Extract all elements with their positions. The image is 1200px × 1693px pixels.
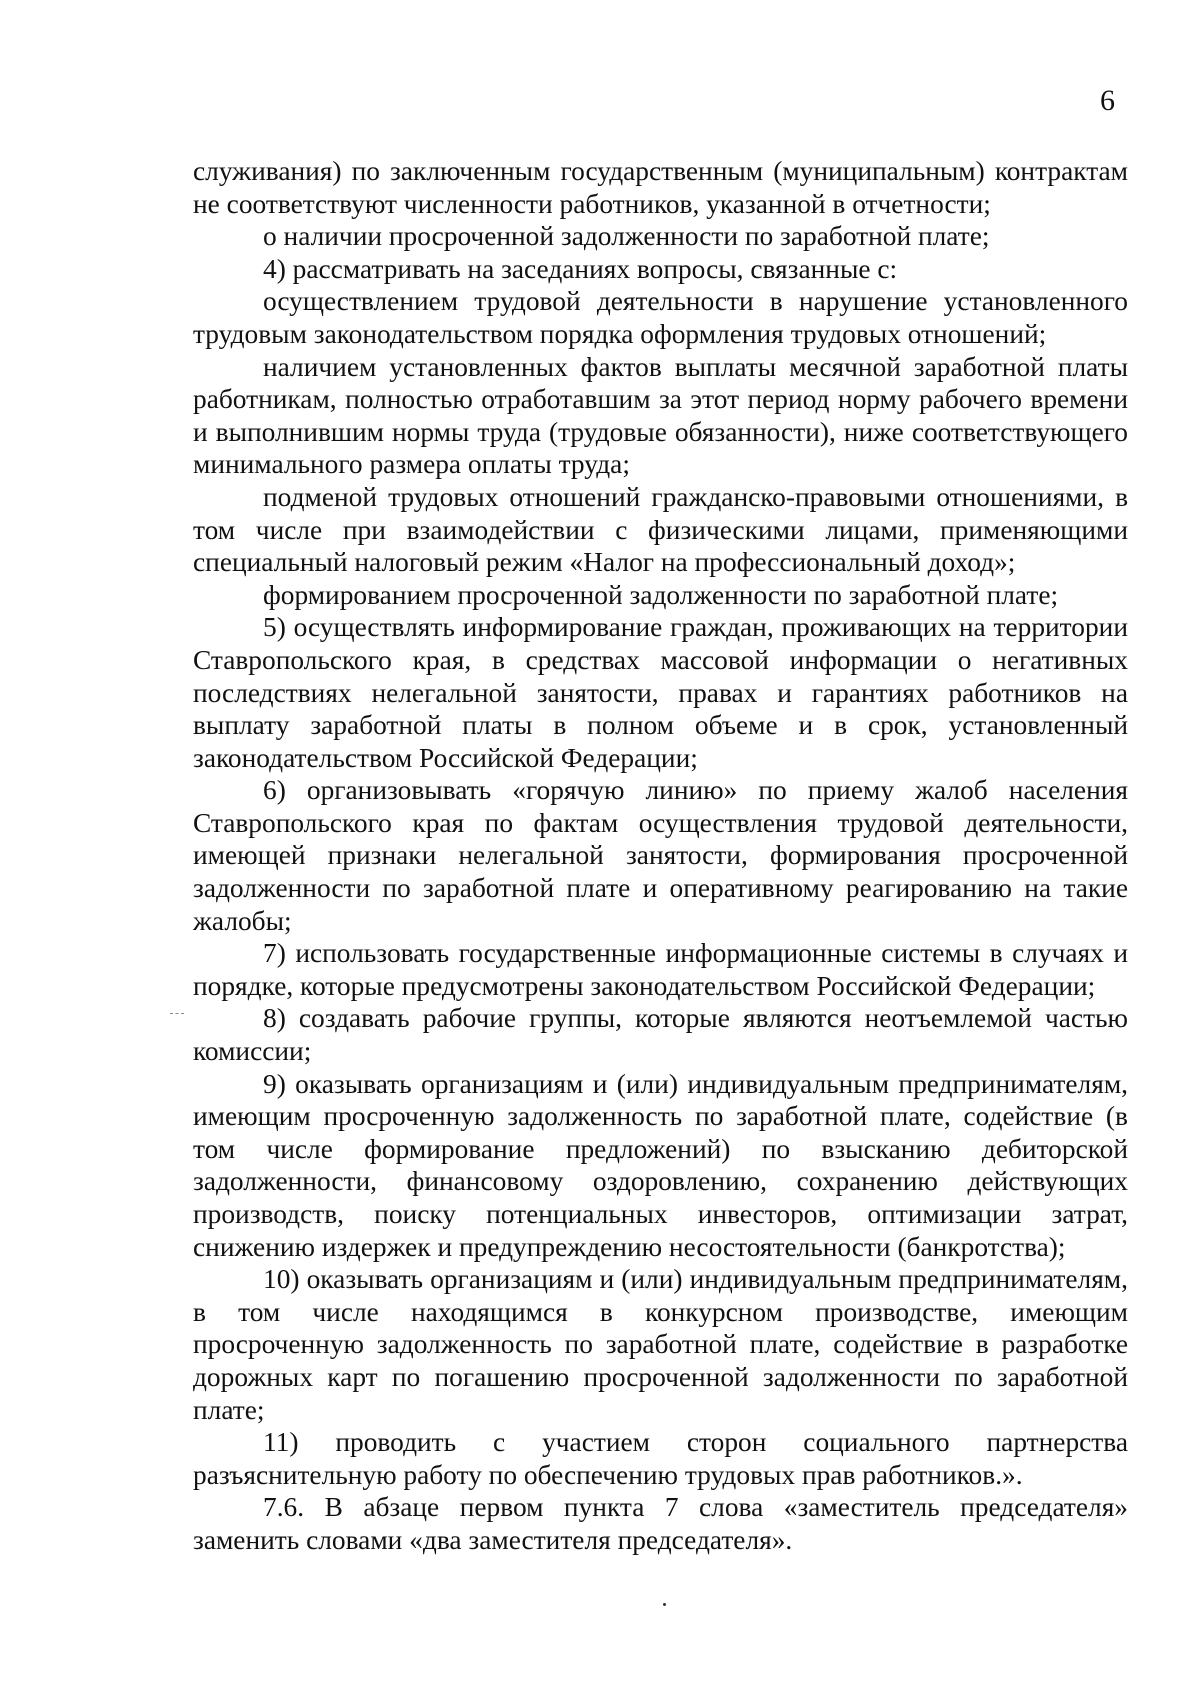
paragraph: о наличии просроченной задолженности по заработной плате; xyxy=(263,221,990,252)
paragraph: формированием просроченной задолженности по заработной плате; xyxy=(263,579,1059,610)
paragraph: 6) организовывать «горячую линию» по приему жалоб населения Ставропольского края по фактам осуществления трудовой деятельности, имеющей признаки нелегальной занятости, формирования просроченной задолженности по заработной плате и оперативному реагированию на такие жалобы; xyxy=(193,775,1128,936)
page-number: 6 xyxy=(1100,84,1115,117)
paragraph: 7.6. В абзаце первом пункта 7 слова «заместитель председателя» заменить словами «два заместителя председателя». xyxy=(193,1492,1128,1555)
paragraph: 7) использовать государственные информационные системы в случаях и порядке, которые предусмотрены законодательством Российской Федерации; xyxy=(193,938,1128,1001)
paragraph: 9) оказывать организациям и (или) индивидуальным предпринимателям, имеющим просроченную задолженность по заработной плате, содействие (в том числе формирование предложений) по взысканию дебиторской задолженности, финансовому оздоровлению, сохранению действующих производств, поиску потенциальных инвесторов, оптимизации затрат, снижению издержек и предупреждению несостоятельности (банкротства); xyxy=(193,1068,1128,1262)
paragraph: 8) создавать рабочие группы, которые являются неотъемлемой частью комиссии; xyxy=(193,1003,1128,1067)
paragraph: 5) осуществлять информирование граждан, проживающих на территории Ставропольского края, в средствах массовой информации о негативных последствиях нелегальной занятости, правах и гарантиях работников на выплату заработной платы в полном объеме и в срок, установленный законодательством Российской Федерации; xyxy=(193,612,1128,773)
paragraph: осуществлением трудовой деятельности в нарушение установленного трудовым законодательством порядка оформления трудовых отношений; xyxy=(193,286,1128,349)
scan-artifact xyxy=(170,1013,184,1015)
paragraph: 10) оказывать организациям и (или) индивидуальным предпринимателям, в том числе находящимся в конкурсном производстве, имеющим просроченную задолженность по заработной плате, содействие в разработке дорожных карт по погашению просроченной задолженности по заработной плате; xyxy=(193,1264,1128,1425)
document-body xyxy=(193,155,1128,1557)
paragraph: наличием установленных фактов выплаты месячной заработной платы работникам, полностью отработавшим за этот период норму рабочего времени и выполнившим нормы труда (трудовые обязанности), ниже соответствующего минимального размера оплаты труда; xyxy=(193,351,1128,480)
paragraph: подменой трудовых отношений гражданско-правовыми отношениями, в том числе при взаимодействии с физическими лицами, применяющими специальный налоговый режим «Налог на профессиональный доход»; xyxy=(193,481,1128,578)
paragraph: 4) рассматривать на заседаниях вопросы, связанные с: xyxy=(263,253,898,284)
paragraph: 11) проводить с участием сторон социального партнерства разъяснительную работу по обеспечению трудовых прав работников.». xyxy=(193,1427,1128,1490)
scan-artifact xyxy=(663,1603,666,1606)
paragraph: служивания) по заключенным государственным (муниципальным) контрактам не соответствуют численности работников, указанной в отчетности; xyxy=(193,156,1128,219)
